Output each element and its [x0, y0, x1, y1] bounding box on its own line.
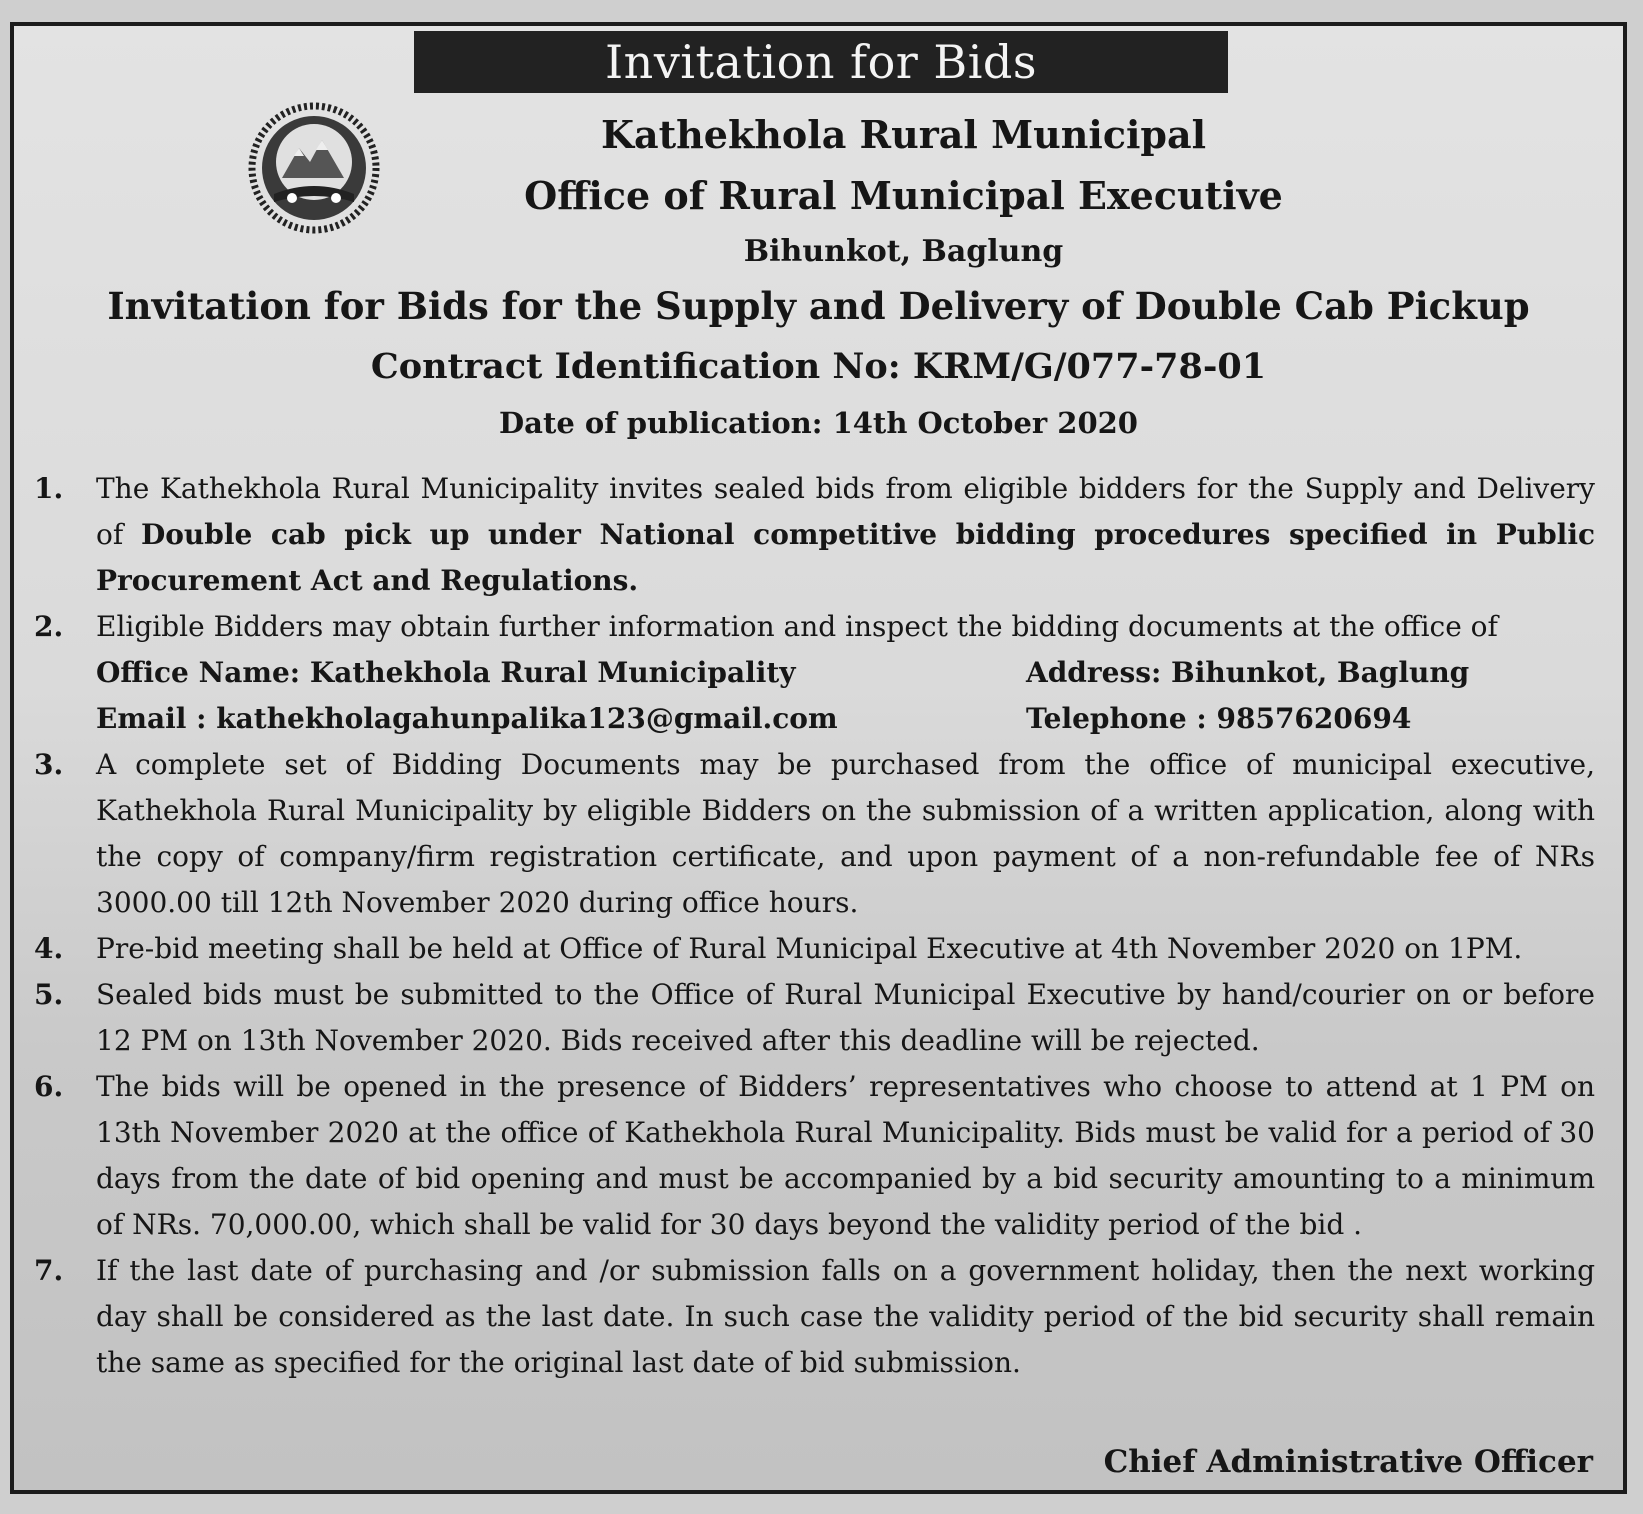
- notice-item: [34, 926, 1595, 972]
- item-number: 2.: [34, 610, 64, 643]
- address-line: Address: Bihunkot, Baglung: [1026, 656, 1470, 689]
- item-text: A complete set of Bidding Documents may be purchased from the office of municipal executive, Kathekhola Rural Municipality by eligible Bidders on the submission of a written application, along with the copy of company/firm registration certificate, and upon payment of a non-refundable fee of NRs 3000.00 till 12th November 2020 during office hours.: [96, 748, 1595, 919]
- publication-date: Date of publication: 14th October 2020: [499, 406, 1138, 440]
- notice-item: [34, 972, 1595, 1064]
- telephone-line: Telephone : 9857620694: [1026, 702, 1412, 735]
- item-number: 4.: [34, 932, 64, 965]
- item-text: The Kathekhola Rural Municipality invites sealed bids from eligible bidders for the Supply and Delivery of: [96, 472, 1595, 551]
- email-line: Email : kathekholagahunpalika123@gmail.com: [96, 702, 838, 735]
- signature-title: Chief Administrative Officer: [1103, 1444, 1593, 1480]
- item-number: 6.: [34, 1070, 64, 1103]
- notice-banner: Invitation for Bids: [414, 31, 1228, 93]
- contract-id: Contract Identification No: KRM/G/077-78-01: [370, 346, 1267, 387]
- contact-row: [96, 696, 1595, 742]
- contact-row: [96, 650, 1595, 696]
- notice-item: [34, 466, 1595, 604]
- item-text: Eligible Bidders may obtain further information and inspect the bidding documents at the office of: [96, 610, 1498, 643]
- notice-items: [34, 466, 1595, 1386]
- office-name: Office of Rural Municipal Executive: [524, 173, 1283, 218]
- item-text: The bids will be opened in the presence of Bidders’ representatives who choose to attend at 1 PM on 13th November 2020 at the office of Kathekhola Rural Municipality. Bids must be valid for a period of 30 days from the date of bid opening and must be accompanied by a bid security amounting to a minimum of NRs. 70,000.00, which shall be valid for 30 days beyond the validity period of the bid .: [96, 1070, 1595, 1241]
- item-number: 5.: [34, 978, 64, 1011]
- bid-notice: [10, 22, 1627, 1494]
- item-text: Sealed bids must be submitted to the Office of Rural Municipal Executive by hand/courier on or before 12 PM on 13th November 2020. Bids received after this deadline will be rejected.: [96, 978, 1595, 1057]
- org-name: Kathekhola Rural Municipal: [600, 112, 1207, 157]
- item-number: 7.: [34, 1254, 64, 1287]
- item-number: 3.: [34, 748, 64, 781]
- item-number: 1.: [34, 472, 64, 505]
- notice-item: [34, 604, 1595, 742]
- notice-item: [34, 1248, 1595, 1386]
- item-text: If the last date of purchasing and /or submission falls on a government holiday, then the next working day shall be considered as the last date. In such case the validity period of the bid security shall remain the same as specified for the original last date of bid submission.: [96, 1254, 1595, 1379]
- notice-item: [34, 1064, 1595, 1248]
- office-location: Bihunkot, Baglung: [743, 234, 1064, 269]
- notice-title: Invitation for Bids for the Supply and Delivery of Double Cab Pickup: [107, 284, 1530, 328]
- office-name-line: Office Name: Kathekhola Rural Municipality: [96, 656, 796, 689]
- item-text: Pre-bid meeting shall be held at Office of Rural Municipal Executive at 4th November 2020 on 1PM.: [96, 932, 1523, 965]
- notice-item: [34, 742, 1595, 926]
- item-bold-text: Double cab pick up under National competitive bidding procedures specified in Public Procurement Act and Regulations.: [96, 518, 1596, 597]
